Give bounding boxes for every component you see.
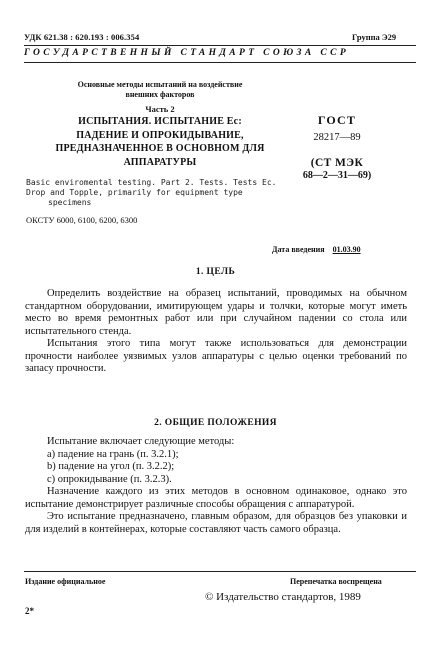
udk-code: УДК 621.38 : 620.193 : 006.354 (24, 32, 140, 42)
intro-date (272, 245, 361, 254)
english-title-line-1: Basic enviromental testing. Part 2. Tests. Tests Ec. (26, 178, 277, 187)
method-item-2: b) падение на угол (п. 3.2.2); (47, 461, 175, 472)
series-line-2: внешних факторов (125, 90, 195, 99)
method-item-1: а) падение на грань (п. 3.2.1); (47, 448, 179, 460)
series-line-1: Основные методы испытаний на воздействие (77, 80, 243, 89)
section-1-body (25, 288, 407, 376)
page-mark: 2* (25, 606, 34, 616)
gost-block (282, 113, 392, 181)
gost-number: 28217—89 (313, 132, 361, 143)
section-2-paragraph-1: Это испытание предназначено, главным образом, для образцов без упаковки и для изделий в контейнерах, которые составляют часть самого образца. (25, 511, 407, 535)
section-1-heading: 1. ЦЕЛЬ (195, 267, 236, 277)
title-line-1: ИСПЫТАНИЯ. ИСПЫТАНИЕ Ec: (78, 116, 242, 127)
footer-rule (24, 571, 416, 572)
section-2-body (25, 436, 407, 536)
title-block (40, 80, 280, 168)
title-line-4: АППАРАТУРЫ (123, 156, 197, 168)
section-1-paragraph-2: Испытания этого типа могут также использоваться для демонстрации прочности наиболее уязвимых узлов аппаратуры с целью оценки требований по запасу прочности. (25, 338, 407, 374)
section-2-paragraph-2: Назначение каждого из этих методов в основном одинаковое, однако это испытание демонстрирует различные способы обращения с аппаратурой. (25, 486, 407, 510)
english-title-line-3: specimens (48, 198, 92, 207)
title-line-3: ПРЕДНАЗНАЧЕННОЕ В ОСНОВНОМ ДЛЯ (55, 143, 265, 154)
title-line-2: ПАДЕНИЕ И ОПРОКИДЫВАНИЕ, (76, 129, 244, 141)
part-label: Часть 2 (145, 104, 175, 114)
reprint-prohibited-label: Перепечатка воспрещена (290, 577, 382, 586)
english-title (26, 178, 286, 208)
copyright-line: © Издательство стандартов, 1989 (205, 591, 361, 603)
okstu-codes: ОКСТУ 6000, 6100, 6200, 6300 (26, 215, 138, 225)
gost-label: ГОСТ (317, 113, 357, 127)
iec-label: (СТ МЭК (310, 157, 364, 169)
top-rule-lower (24, 62, 416, 63)
top-rule-upper (24, 45, 416, 46)
intro-date-value: 01.03.90 (332, 245, 361, 254)
state-standard-banner: ГОСУДАРСТВЕННЫЙ СТАНДАРТ СОЮЗА ССР (24, 48, 350, 58)
method-item-3: с) опрокидывание (п. 3.2.3). (47, 473, 172, 485)
english-title-line-2: Drop and Topple, primarily for equipment type (26, 188, 243, 197)
section-2-intro: Испытание включает следующие методы: (47, 436, 235, 447)
group-code: Группа Э29 (352, 32, 397, 42)
section-1-paragraph-1: Определить воздействие на образец испытаний, проводимых на обычном стандартном оборудовании, имитирующем удары и толчки, которые могут иметь место во время ремонтных работ или при случайном падении со стола или испытательного стенда. (25, 288, 407, 337)
official-edition-label: Издание официальное (25, 577, 106, 586)
intro-date-label: Дата введения (272, 245, 325, 254)
section-2-heading: 2. ОБЩИЕ ПОЛОЖЕНИЯ (154, 418, 277, 428)
iec-number: 68—2—31—69) (302, 170, 372, 181)
